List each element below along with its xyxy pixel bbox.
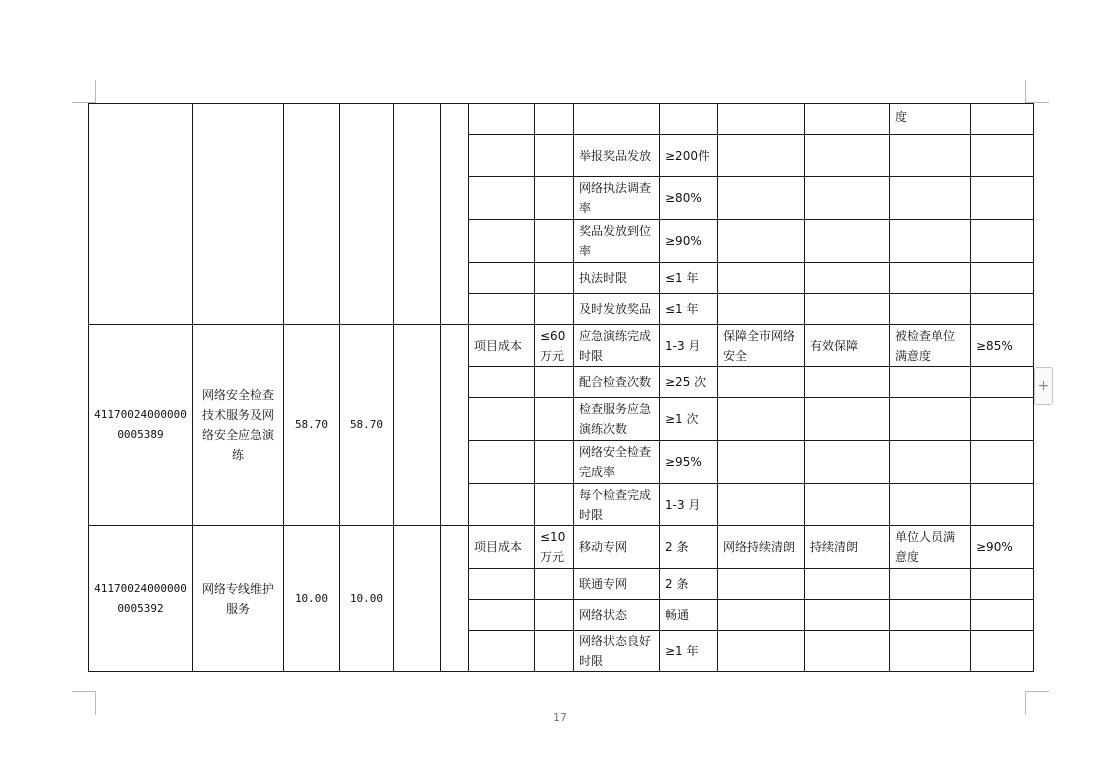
- budget-amount: 58.70: [284, 325, 340, 526]
- project-name: 网络专线维护服务: [193, 526, 284, 672]
- cell: [535, 220, 574, 263]
- cell: [718, 294, 805, 325]
- indicator-cell: 网络执法调查率: [574, 177, 660, 220]
- cell: [890, 631, 971, 672]
- cell: [805, 398, 890, 441]
- indicator-value-cell: ≤1 年: [660, 263, 718, 294]
- effect-cell: 网络持续清朗: [718, 526, 805, 569]
- effect-cell: 保障全市网络安全: [718, 325, 805, 367]
- cell: [971, 398, 1034, 441]
- crop-mark-top-left-v: [95, 80, 96, 103]
- indicator-value-cell: ≥200件: [660, 135, 718, 177]
- effect-target-cell: 持续清朗: [805, 526, 890, 569]
- cell: [805, 600, 890, 631]
- cell: [971, 484, 1034, 526]
- cell: [890, 600, 971, 631]
- cell: [805, 569, 890, 600]
- cell: [535, 177, 574, 220]
- cell: [805, 484, 890, 526]
- cell: [805, 441, 890, 484]
- cell: [971, 294, 1034, 325]
- cell: [469, 484, 535, 526]
- cell: [890, 294, 971, 325]
- indicator-value-cell: 1-3 月: [660, 484, 718, 526]
- indicator-value-cell: ≥1 次: [660, 398, 718, 441]
- cell: [718, 631, 805, 672]
- satisfaction-target-cell: ≥85%: [971, 325, 1034, 367]
- project-name: 网络安全检查技术服务及网络安全应急演练: [193, 325, 284, 526]
- indicator-cell: 移动专网: [574, 526, 660, 569]
- cell: [890, 367, 971, 398]
- cell: [718, 177, 805, 220]
- cell: [805, 631, 890, 672]
- cell: [718, 569, 805, 600]
- cost-value: ≤10万元: [535, 526, 574, 569]
- cell: [469, 263, 535, 294]
- cell: [718, 220, 805, 263]
- cell: [805, 294, 890, 325]
- indicator-value-cell: 2 条: [660, 569, 718, 600]
- cell: [971, 263, 1034, 294]
- cell: [340, 104, 394, 325]
- table-row: [89, 104, 1034, 135]
- cell: [535, 104, 574, 135]
- cell: [718, 367, 805, 398]
- cell: [890, 484, 971, 526]
- cell: [971, 569, 1034, 600]
- indicator-cell: 每个检查完成时限: [574, 484, 660, 526]
- cell: [718, 398, 805, 441]
- cell: [718, 104, 805, 135]
- cost-value: ≤60万元: [535, 325, 574, 367]
- cell: [535, 441, 574, 484]
- indicator-cell: 网络状态: [574, 600, 660, 631]
- page-number: 17: [553, 711, 567, 724]
- cell: [718, 263, 805, 294]
- cell: [971, 104, 1034, 135]
- cell: [469, 220, 535, 263]
- indicator-value-cell: 畅通: [660, 600, 718, 631]
- cell: [890, 569, 971, 600]
- cell: [469, 177, 535, 220]
- cell: [971, 367, 1034, 398]
- cell: [535, 600, 574, 631]
- cell: [284, 104, 340, 325]
- cell: [193, 104, 284, 325]
- indicator-cell: 应急演练完成时限: [574, 325, 660, 367]
- cell: [805, 177, 890, 220]
- cell: [535, 631, 574, 672]
- cell: [971, 441, 1034, 484]
- cell: [469, 398, 535, 441]
- cell: [89, 104, 193, 325]
- indicator-cell: 奖品发放到位率: [574, 220, 660, 263]
- cell: [890, 177, 971, 220]
- cell: [535, 263, 574, 294]
- effect-target-cell: 有效保障: [805, 325, 890, 367]
- cell: [535, 294, 574, 325]
- indicator-cell: 配合检查次数: [574, 367, 660, 398]
- project-code: 41170024000000 0005392: [89, 526, 193, 672]
- cell: [890, 135, 971, 177]
- cell: [535, 367, 574, 398]
- cell: [718, 484, 805, 526]
- cell: [535, 484, 574, 526]
- cell: [469, 294, 535, 325]
- cell: [441, 526, 469, 672]
- add-icon[interactable]: +: [1034, 367, 1053, 405]
- indicator-cell: 网络安全检查完成率: [574, 441, 660, 484]
- cell: [394, 526, 441, 672]
- cell: [718, 600, 805, 631]
- cell: [535, 135, 574, 177]
- indicator-cell: 及时发放奖品: [574, 294, 660, 325]
- cost-label: 项目成本: [469, 526, 535, 569]
- indicator-value-cell: ≥90%: [660, 220, 718, 263]
- indicator-cell: 执法时限: [574, 263, 660, 294]
- cell: [535, 569, 574, 600]
- cell: [971, 600, 1034, 631]
- indicator-value-cell: ≥25 次: [660, 367, 718, 398]
- cell: [469, 104, 535, 135]
- indicator-value-cell: ≥95%: [660, 441, 718, 484]
- cell: [805, 135, 890, 177]
- cell: [574, 104, 660, 135]
- project-code: 41170024000000 0005389: [89, 325, 193, 526]
- cell: [971, 135, 1034, 177]
- cell: [890, 220, 971, 263]
- indicator-cell: 网络状态良好时限: [574, 631, 660, 672]
- indicator-value-cell: ≥1 年: [660, 631, 718, 672]
- indicator-cell: 举报奖品发放: [574, 135, 660, 177]
- indicator-cell: 联通专网: [574, 569, 660, 600]
- cell: [890, 263, 971, 294]
- indicator-value-cell: ≥80%: [660, 177, 718, 220]
- crop-mark-top-right-v: [1025, 80, 1026, 103]
- satisfaction-cell: 单位人员满意度: [890, 526, 971, 569]
- cell: [469, 135, 535, 177]
- table-row: [89, 325, 1034, 367]
- indicator-value-cell: 1-3 月: [660, 325, 718, 367]
- cell: [394, 325, 441, 526]
- cell: [971, 631, 1034, 672]
- cell: [805, 263, 890, 294]
- cell: [535, 398, 574, 441]
- satisfaction-cell: 被检查单位满意度: [890, 325, 971, 367]
- performance-table: [88, 103, 1034, 672]
- cell: [718, 135, 805, 177]
- cell: [660, 104, 718, 135]
- indicator-cell: 检查服务应急演练次数: [574, 398, 660, 441]
- cell: [971, 177, 1034, 220]
- cell: [805, 104, 890, 135]
- cell: [718, 441, 805, 484]
- cell: [441, 325, 469, 526]
- table-row: [89, 526, 1034, 569]
- indicator-value-cell: ≤1 年: [660, 294, 718, 325]
- cell: [469, 631, 535, 672]
- crop-mark-bottom-right-h: [1025, 691, 1049, 692]
- cell: [890, 441, 971, 484]
- budget-amount-alt: 58.70: [340, 325, 394, 526]
- cell: [890, 398, 971, 441]
- satisfaction-target-cell: ≥90%: [971, 526, 1034, 569]
- cell: [441, 104, 469, 325]
- cell: [805, 367, 890, 398]
- cell: [805, 220, 890, 263]
- budget-amount-alt: 10.00: [340, 526, 394, 672]
- cell: [469, 367, 535, 398]
- cell: [469, 569, 535, 600]
- budget-amount: 10.00: [284, 526, 340, 672]
- satisfaction-cell: 度: [890, 104, 971, 135]
- cell: [469, 441, 535, 484]
- crop-mark-bottom-left-h: [72, 691, 96, 692]
- indicator-value-cell: 2 条: [660, 526, 718, 569]
- cell: [469, 600, 535, 631]
- cell: [394, 104, 441, 325]
- cell: [971, 220, 1034, 263]
- cost-label: 项目成本: [469, 325, 535, 367]
